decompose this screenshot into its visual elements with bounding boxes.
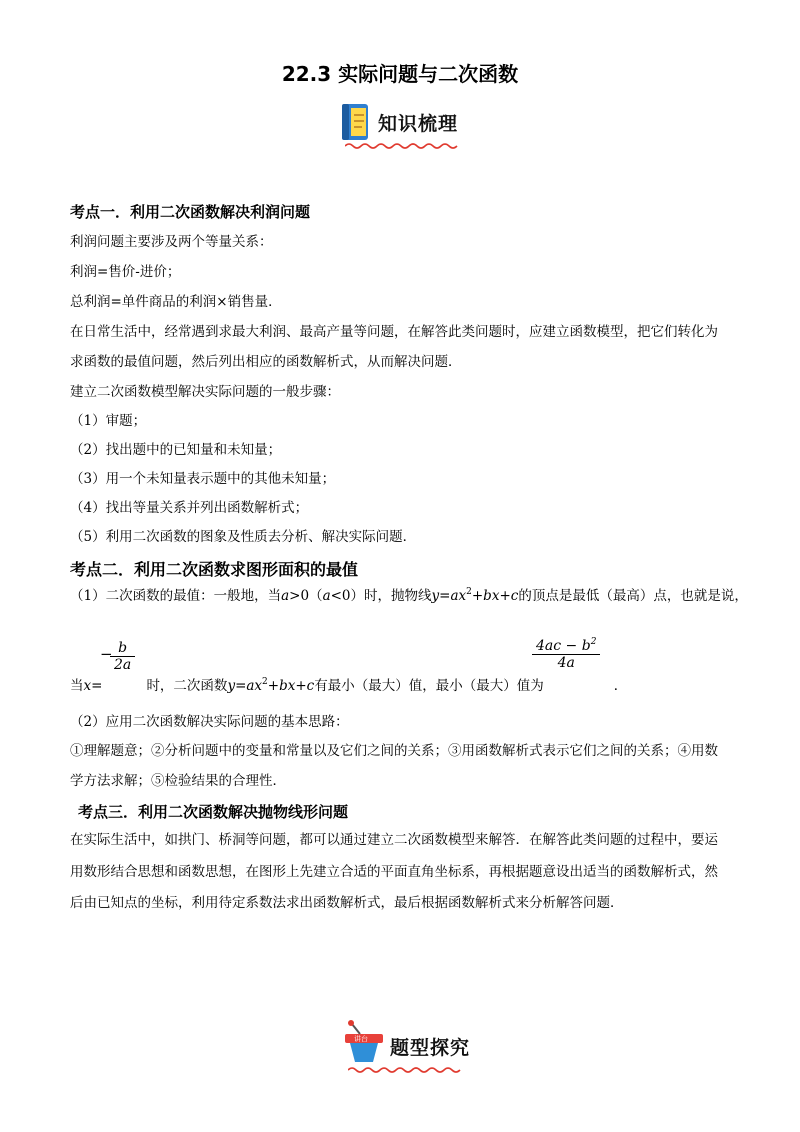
section2-line5: 学方法求解；⑤检验结果的合理性． <box>70 773 286 789</box>
section1-line: 在日常生活中，经常遇到求最大利润、最高产量等问题，在解答此类问题时，应建立函数模型，把它们转化为 <box>70 324 718 340</box>
fraction-4ac-minus-b2-over-4a: $4ac - b^2$ 4a <box>532 638 600 671</box>
section1-heading: 考点一．利用二次函数解决利润问题 <box>70 203 311 221</box>
section1-line: （3）用一个未知量表示题中的其他未知量； <box>70 471 336 487</box>
section2-heading: 考点二．利用二次函数求图形面积的最值 <box>70 560 359 579</box>
exploration-badge <box>342 1014 470 1064</box>
podium-icon <box>342 1014 386 1064</box>
section1-line: （5）利用二次函数的图象及性质去分析、解决实际问题． <box>70 529 417 545</box>
section1-line: （4）找出等量关系并列出函数解析式； <box>70 500 309 516</box>
section2-line1: （1）二次函数的最值：一般地，当a>0（a<0）时，抛物线$y=ax^2+bx+c$的顶点是最低（最高）点，也就是说， <box>70 587 748 604</box>
section1-line: 总利润=单件商品的利润×销售量． <box>70 294 282 310</box>
fraction-b-over-2a: b 2a <box>110 640 135 673</box>
knowledge-badge-label: 知识梳理 <box>378 112 459 135</box>
section2-line4: ①理解题意；②分析问题中的变量和常量以及它们之间的关系；③用函数解析式表示它们之间的关系；④用数 <box>70 743 718 759</box>
exploration-badge-wave <box>348 1066 464 1074</box>
page-title: 22.3 实际问题与二次函数 <box>281 62 519 86</box>
podium-icon-text: 讲台 <box>354 1035 368 1043</box>
notebook-icon <box>340 102 372 142</box>
section1-line: （2）找出题中的已知量和未知量； <box>70 442 282 458</box>
section1-line: 建立二次函数模型解决实际问题的一般步骤： <box>70 384 340 400</box>
section2-line2: 当x= 时，二次函数$y=ax^2+bx+c$有最小（最大）值，最小（最大）值为 ． <box>70 677 628 694</box>
section3-line: 在实际生活中，如拱门、桥洞等问题，都可以通过建立二次函数模型来解答．在解答此类问题的过程中，要运 <box>70 832 718 848</box>
section1-line: （1）审题； <box>70 413 147 429</box>
knowledge-badge <box>340 102 458 142</box>
exploration-badge-label: 题型探究 <box>390 1036 471 1059</box>
section2-line3: （2）应用二次函数解决实际问题的基本思路： <box>70 714 349 730</box>
knowledge-badge-wave <box>345 142 461 150</box>
section1-line: 利润=售价-进价； <box>70 264 181 280</box>
section3-heading: 考点三．利用二次函数解决抛物线形问题 <box>78 803 349 821</box>
section3-line: 用数形结合思想和函数思想，在图形上先建立合适的平面直角坐标系，再根据题意设出适当的函数解析式，然 <box>70 864 718 880</box>
section1-line: 利润问题主要涉及两个等量关系： <box>70 234 273 250</box>
fraction-minus-sign: − <box>100 645 113 663</box>
section1-line: 求函数的最值问题，然后列出相应的函数解析式，从而解决问题． <box>70 354 462 370</box>
section3-line: 后由已知点的坐标，利用待定系数法求出函数解析式，最后根据函数解析式来分析解答问题． <box>70 895 624 911</box>
